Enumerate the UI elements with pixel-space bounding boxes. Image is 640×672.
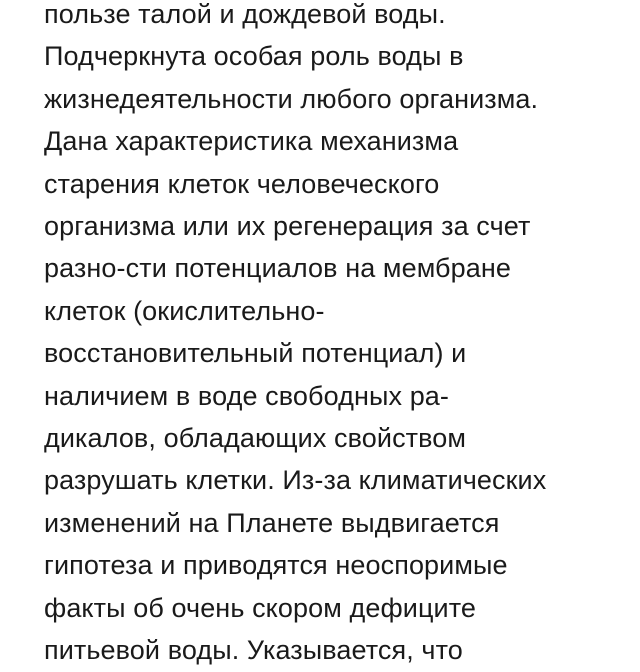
text-line: гипотеза и приводятся неоспоримые <box>44 550 508 581</box>
text-line: факты об очень скором дефиците <box>44 592 477 623</box>
text-line: изменений на Планете выдвигается <box>44 507 500 538</box>
text-line: Подчеркнута особая роль воды в <box>44 41 464 72</box>
text-line: разно-сти потенциалов на мембране <box>44 253 511 284</box>
document-text <box>44 0 640 672</box>
text-line: пользе талой и дождевой воды. <box>44 0 446 29</box>
text-line: питьевой воды. Указывается, что <box>44 635 463 666</box>
text-line: наличием в воде свободных ра- <box>44 380 450 411</box>
text-line: Дана характеристика механизма <box>44 126 459 157</box>
text-line: организма или их регенерация за счет <box>44 211 531 242</box>
text-line: разрушать клетки. Из-за климатических <box>44 465 547 496</box>
text-line: старения клеток человеческого <box>44 168 440 199</box>
text-line: жизнедеятельности любого организма. <box>44 83 539 114</box>
text-line: клеток (окислительно- <box>44 295 325 326</box>
text-line: восстановительный потенциал) и <box>44 338 467 369</box>
text-line: дикалов, обладающих свойством <box>44 423 467 454</box>
